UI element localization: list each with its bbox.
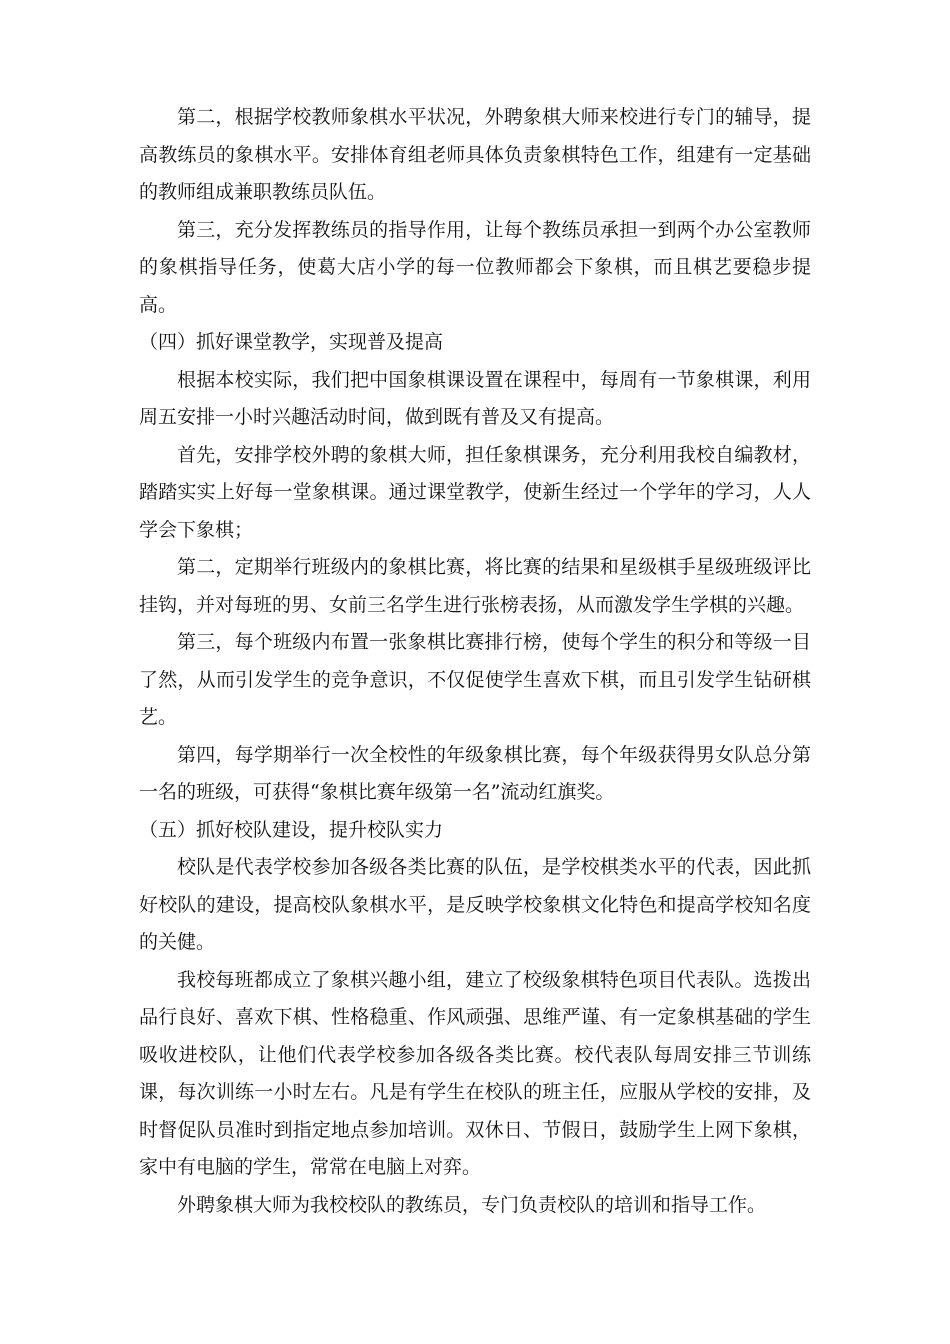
paragraph-school-competition: 第四，每学期举行一次全校性的年级象棋比赛，每个年级获得男女队总分第一名的班级，可获得“象棋比赛年级第一名”流动红旗奖。 — [139, 743, 811, 803]
paragraph-teacher-training: 第二，根据学校教师象棋水平状况，外聘象棋大师来校进行专门的辅导，提高教练员的象棋水平。安排体育组老师具体负责象棋特色工作，组建有一定基础的教师组成兼职教练员队伍。 — [139, 106, 811, 203]
paragraph-team-coach: 外聘象棋大师为我校校队的教练员，专门负责校队的培训和指导工作。 — [177, 1193, 767, 1216]
paragraph-curriculum: 根据本校实际，我们把中国象棋课设置在课程中，每周有一节象棋课，利用周五安排一小时兴趣活动时间，做到既有普及又有提高。 — [139, 368, 811, 428]
paragraph-team-importance: 校队是代表学校参加各级各类比赛的队伍，是学校棋类水平的代表，因此抓好校队的建设，提高校队象棋水平，是反映学校象棋文化特色和提高学校知名度的关健。 — [139, 856, 811, 953]
paragraph-team-formation: 我校每班都成立了象棋兴趣小组，建立了校级象棋特色项目代表队。选拨出品行良好、喜欢下棋、性格稳重、作风顽强、思维严谨、有一定象棋基础的学生吸收进校队，让他们代表学校参加各级各类比赛。校代表队每周安排三节训练课，每次训练一小时左右。凡是有学生在校队的班主任，应服从学校的安排，及时督促队员准时到指定地点参加培训。双休日、节假日，鼓励学生上网下象棋，家中有电脑的学生，常常在电脑上对弈。 — [139, 968, 811, 1178]
paragraph-class-competition: 第二，定期举行班级内的象棋比赛，将比赛的结果和星级棋手星级班级评比挂钩，并对每班的男、女前三名学生进行张榜表扬，从而激发学生学棋的兴趣。 — [139, 556, 811, 616]
section-heading-classroom: （四）抓好课堂教学，实现普及提高 — [139, 331, 444, 353]
paragraph-coach-guidance: 第三，充分发挥教练员的指导作用，让每个教练员承担一到两个办公室教师的象棋指导任务，使葛大店小学的每一位教师都会下象棋，而且棋艺要稳步提高。 — [139, 218, 811, 316]
section-heading-school-team: （五）抓好校队建设，提升校队实力 — [139, 818, 444, 841]
paragraph-first-lessons: 首先，安排学校外聘的象棋大师，担任象棋课务，充分利用我校自编教材，踏踏实实上好每一堂象棋课。通过课堂教学，使新生经过一个学年的学习，人人学会下象棋； — [139, 443, 811, 541]
document-body — [139, 99, 811, 1224]
paragraph-ranking-board: 第三，每个班级内布置一张象棋比赛排行榜，使每个学生的积分和等级一目了然，从而引发学生的竞争意识，不仅促使学生喜欢下棋，而且引发学生钻研棋艺。 — [139, 631, 811, 728]
